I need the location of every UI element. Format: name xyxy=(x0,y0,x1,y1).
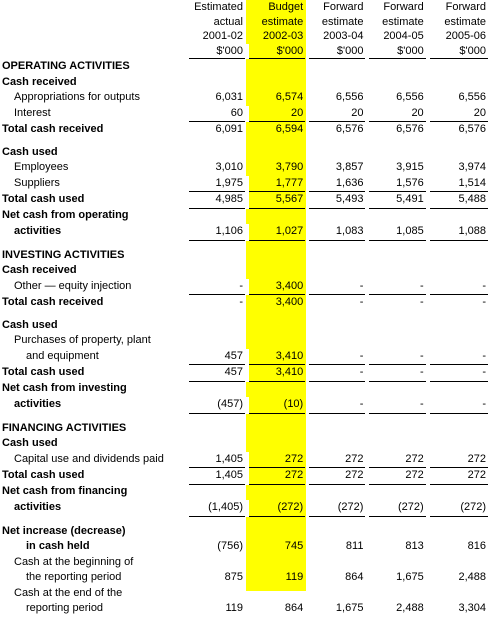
table-cell: 816 xyxy=(467,540,486,552)
row-label: Total cash used xyxy=(2,469,85,481)
table-cell: 119 xyxy=(225,602,243,614)
table-cell: 272 xyxy=(307,468,367,485)
table-cell: 3,974 xyxy=(458,161,486,173)
table-cell: - xyxy=(367,365,427,382)
table-cell: 6,576 xyxy=(396,123,424,135)
row-label: Cash received xyxy=(2,75,77,88)
table-cell xyxy=(247,555,307,571)
table-cell: 6,574 xyxy=(275,91,304,103)
table-cell xyxy=(247,484,307,500)
table-cell xyxy=(428,263,488,279)
table-cell: 272 xyxy=(367,468,427,485)
table-row xyxy=(0,145,488,161)
table-cell xyxy=(428,75,488,91)
table-cell: 6,556 xyxy=(396,91,424,103)
table-cell xyxy=(187,248,247,264)
column-header: actual xyxy=(213,15,243,28)
header-spacer xyxy=(0,29,187,44)
table-cell xyxy=(307,381,367,397)
table-row xyxy=(0,318,488,334)
table-cell xyxy=(247,586,307,602)
table-cell xyxy=(187,318,247,334)
table-cell xyxy=(367,436,427,452)
table-cell xyxy=(247,318,307,334)
column-header: 2005-06 xyxy=(445,30,486,42)
header-spacer xyxy=(0,44,187,59)
table-row xyxy=(0,397,488,413)
table-cell: - xyxy=(420,296,424,308)
table-cell: - xyxy=(428,397,488,413)
table-cell: 3,915 xyxy=(396,161,424,173)
table-row xyxy=(0,436,488,452)
header-row xyxy=(0,29,488,44)
column-header: Forward xyxy=(323,1,364,13)
table-row xyxy=(0,333,488,349)
table-cell xyxy=(367,586,427,602)
table-cell: 4,985 xyxy=(187,192,247,209)
table-cell: 5,567 xyxy=(247,192,307,209)
column-header: Estimated xyxy=(194,1,243,13)
table-cell: 60 xyxy=(187,106,247,122)
table-cell: 875 xyxy=(224,571,243,583)
column-header: 2004-05 xyxy=(383,30,424,42)
row-spacer xyxy=(0,413,488,421)
table-cell xyxy=(187,75,247,91)
row-label: Cash received xyxy=(2,264,77,276)
table-cell xyxy=(428,381,488,397)
table-cell: 1,027 xyxy=(247,224,307,240)
table-cell xyxy=(187,586,247,602)
table-cell xyxy=(247,145,307,161)
column-header: estimate xyxy=(382,15,424,28)
row-label: FINANCING ACTIVITIES xyxy=(2,421,127,434)
table-cell xyxy=(307,586,367,602)
row-label: Cash at the beginning of xyxy=(14,555,134,568)
table-cell: 1,085 xyxy=(367,224,427,240)
table-cell: 6,556 xyxy=(335,91,364,103)
table-cell: 20 xyxy=(247,106,307,122)
table-cell xyxy=(307,75,367,91)
table-cell: 3,790 xyxy=(275,161,304,173)
row-label: INVESTING ACTIVITIES xyxy=(2,248,125,261)
column-header: $'000 xyxy=(428,44,488,59)
table-cell: - xyxy=(428,349,488,365)
table-row xyxy=(0,524,488,540)
column-header: $'000 xyxy=(187,44,247,59)
row-label: OPERATING ACTIVITIES xyxy=(2,59,130,72)
table-cell xyxy=(428,208,488,224)
table-cell: 6,594 xyxy=(275,123,304,135)
table-cell xyxy=(307,208,367,224)
table-cell: - xyxy=(307,349,367,365)
table-cell: 1,514 xyxy=(428,176,488,192)
table-row xyxy=(0,365,488,382)
row-label: Net increase (decrease) xyxy=(2,524,126,537)
table-row xyxy=(0,59,488,75)
table-cell xyxy=(428,248,488,264)
table-cell: 3,410 xyxy=(247,365,307,382)
table-cell: 5,493 xyxy=(307,192,367,209)
table-cell: 119 xyxy=(285,571,304,583)
row-label: Appropriations for outputs xyxy=(14,91,140,103)
table-row xyxy=(0,381,488,397)
row-spacer xyxy=(0,516,488,524)
table-cell: - xyxy=(307,397,367,413)
table-row xyxy=(0,75,488,91)
table-row xyxy=(0,160,488,176)
table-cell: 1,777 xyxy=(247,176,307,192)
table-cell xyxy=(367,318,427,334)
table-cell xyxy=(247,248,307,264)
table-cell xyxy=(428,586,488,602)
table-cell xyxy=(187,484,247,500)
table-row xyxy=(0,500,488,516)
table-cell xyxy=(428,436,488,452)
row-label: reporting period xyxy=(26,602,104,614)
table-row xyxy=(0,468,488,485)
table-row xyxy=(0,311,488,318)
table-cell xyxy=(187,208,247,224)
table-cell: 272 xyxy=(247,468,307,485)
table-cell xyxy=(247,524,307,540)
table-row xyxy=(0,555,488,571)
table-cell xyxy=(307,436,367,452)
header-row xyxy=(0,0,488,15)
table-cell xyxy=(428,318,488,334)
column-header: 2003-04 xyxy=(323,30,364,42)
row-label: Cash used xyxy=(2,318,58,331)
table-row xyxy=(0,106,488,122)
table-row xyxy=(0,484,488,500)
row-label: Cash used xyxy=(2,437,58,449)
table-cell xyxy=(367,248,427,264)
table-cell xyxy=(428,524,488,540)
table-cell: 272 xyxy=(307,452,367,468)
column-header: estimate xyxy=(261,15,304,28)
table-cell xyxy=(367,208,427,224)
table-cell xyxy=(307,263,367,279)
table-cell: - xyxy=(307,365,367,382)
column-header: $'000 xyxy=(367,44,427,59)
table-cell xyxy=(307,318,367,334)
table-cell xyxy=(187,524,247,540)
table-cell: 272 xyxy=(428,452,488,468)
table-cell: - xyxy=(307,279,367,295)
table-cell: 1,636 xyxy=(307,176,367,192)
table-cell: 3,010 xyxy=(215,161,243,173)
table-cell xyxy=(428,145,488,161)
table-cell: 1,675 xyxy=(396,571,424,583)
table-cell xyxy=(367,484,427,500)
table-cell xyxy=(428,333,488,349)
row-label: Employees xyxy=(14,161,69,173)
row-label: Net cash from investing xyxy=(2,382,127,395)
table-cell xyxy=(247,333,307,349)
header-spacer xyxy=(0,15,187,30)
row-label: Interest xyxy=(14,106,51,119)
row-label: Other — equity injection xyxy=(14,279,132,292)
table-cell: (272) xyxy=(247,500,307,516)
row-label: activities xyxy=(14,501,62,514)
table-cell: 1,576 xyxy=(367,176,427,192)
table-row xyxy=(0,295,488,311)
table-cell: - xyxy=(367,279,427,295)
table-row xyxy=(0,539,488,555)
table-row xyxy=(0,224,488,240)
table-cell: 6,576 xyxy=(458,123,486,135)
table-cell: 20 xyxy=(307,106,367,122)
table-cell xyxy=(307,333,367,349)
table-cell xyxy=(187,555,247,571)
column-header: $'000 xyxy=(247,44,307,59)
table-cell: 864 xyxy=(345,571,364,583)
table-cell: (756) xyxy=(217,540,243,552)
table-cell: 813 xyxy=(405,540,424,552)
table-cell xyxy=(247,381,307,397)
table-row xyxy=(0,138,488,145)
table-cell xyxy=(187,381,247,397)
row-label: Total cash used xyxy=(2,366,85,378)
table-row xyxy=(0,248,488,264)
table-cell xyxy=(187,59,247,75)
table-cell: 1,088 xyxy=(428,224,488,240)
table-cell xyxy=(307,524,367,540)
table-cell xyxy=(307,484,367,500)
column-header: Budget xyxy=(268,1,304,13)
column-header: estimate xyxy=(444,15,486,28)
table-cell: (10) xyxy=(247,397,307,413)
table-cell: - xyxy=(359,296,364,308)
column-header: Forward xyxy=(445,1,486,13)
table-cell xyxy=(187,333,247,349)
header-row xyxy=(0,44,488,59)
table-cell: 6,091 xyxy=(215,123,243,135)
table-cell xyxy=(307,59,367,75)
row-label: and equipment xyxy=(26,349,99,362)
table-cell xyxy=(367,333,427,349)
table-cell: 3,400 xyxy=(247,279,307,295)
table-cell: - xyxy=(482,296,486,308)
row-label: the reporting period xyxy=(26,571,122,583)
table-cell: 6,556 xyxy=(458,91,486,103)
table-cell: (272) xyxy=(307,500,367,516)
table-cell xyxy=(367,145,427,161)
table-cell: 864 xyxy=(284,602,304,614)
table-cell: 745 xyxy=(284,540,304,552)
table-cell: (272) xyxy=(367,500,427,516)
row-label: Suppliers xyxy=(14,176,60,189)
header-row xyxy=(0,15,488,30)
row-spacer xyxy=(0,138,488,145)
table-cell xyxy=(247,263,307,279)
table-cell: (272) xyxy=(428,500,488,516)
column-header: 2002-03 xyxy=(262,30,304,42)
table-cell: 20 xyxy=(428,106,488,122)
row-label: Net cash from operating xyxy=(2,209,129,222)
table-cell: 5,488 xyxy=(428,192,488,209)
table-cell xyxy=(307,555,367,571)
table-row xyxy=(0,208,488,224)
table-row xyxy=(0,421,488,437)
table-row xyxy=(0,192,488,209)
row-label: Total cash received xyxy=(2,295,104,308)
table-cell: 811 xyxy=(345,540,364,552)
table-cell: 1,405 xyxy=(187,468,247,485)
table-cell: 272 xyxy=(367,452,427,468)
table-cell: 6,031 xyxy=(215,91,243,103)
table-row xyxy=(0,586,488,602)
table-cell: 1,106 xyxy=(187,224,247,240)
column-header: Forward xyxy=(383,1,424,13)
table-cell: - xyxy=(187,279,247,295)
table-cell xyxy=(187,263,247,279)
table-cell xyxy=(428,59,488,75)
table-cell: 20 xyxy=(367,106,427,122)
table-cell: - xyxy=(428,279,488,295)
row-label: activities xyxy=(14,225,62,238)
header-spacer xyxy=(0,0,187,15)
table-row xyxy=(0,452,488,468)
row-label: Total cash received xyxy=(2,122,104,135)
table-cell xyxy=(187,421,247,437)
row-spacer xyxy=(0,240,488,248)
table-cell: 457 xyxy=(187,349,247,365)
table-cell: - xyxy=(367,349,427,365)
table-row xyxy=(0,176,488,192)
table-cell: 3,410 xyxy=(247,349,307,365)
table-cell xyxy=(307,248,367,264)
row-label: Total cash used xyxy=(2,193,85,205)
table-cell: 3,857 xyxy=(335,161,364,173)
table-cell: 272 xyxy=(428,468,488,485)
table-cell xyxy=(307,145,367,161)
table-cell: (1,405) xyxy=(187,500,247,516)
table-cell xyxy=(428,421,488,437)
table-row xyxy=(0,570,488,586)
table-cell xyxy=(247,436,307,452)
row-label: Purchases of property, plant xyxy=(14,334,151,346)
table-row xyxy=(0,516,488,524)
table-cell: 3,400 xyxy=(275,296,304,308)
table-cell: 2,488 xyxy=(458,571,486,583)
table-cell xyxy=(428,555,488,571)
table-cell: 2,488 xyxy=(396,602,424,614)
table-row xyxy=(0,240,488,248)
table-cell xyxy=(367,381,427,397)
table-cell: 457 xyxy=(187,365,247,382)
table-cell: - xyxy=(428,365,488,382)
table-cell xyxy=(428,484,488,500)
table-cell xyxy=(247,421,307,437)
column-header: 2001-02 xyxy=(202,30,243,42)
row-label: activities xyxy=(14,398,62,411)
table-cell xyxy=(307,421,367,437)
table-cell xyxy=(367,75,427,91)
table-cell: 1,675 xyxy=(335,602,364,614)
row-label: Cash used xyxy=(2,145,58,158)
table-row xyxy=(0,122,488,138)
table-row xyxy=(0,601,488,617)
table-cell: - xyxy=(367,397,427,413)
row-label: in cash held xyxy=(26,540,90,552)
table-cell: 1,975 xyxy=(187,176,247,192)
table-cell xyxy=(247,208,307,224)
table-row xyxy=(0,263,488,279)
table-cell xyxy=(247,59,307,75)
table-row xyxy=(0,279,488,295)
table-cell xyxy=(187,436,247,452)
table-cell xyxy=(367,59,427,75)
table-cell xyxy=(367,263,427,279)
row-label: Cash at the end of the xyxy=(14,586,123,599)
table-cell xyxy=(367,524,427,540)
table-cell xyxy=(367,555,427,571)
table-cell: 272 xyxy=(247,452,307,468)
table-cell: 5,491 xyxy=(367,192,427,209)
table-row xyxy=(0,90,488,106)
column-header: estimate xyxy=(321,15,364,28)
table-cell: (457) xyxy=(187,397,247,413)
table-cell: - xyxy=(239,296,243,308)
row-label: Net cash from financing xyxy=(2,485,128,498)
table-cell xyxy=(187,145,247,161)
table-cell xyxy=(367,421,427,437)
column-header: $'000 xyxy=(307,44,367,59)
table-cell: 3,304 xyxy=(458,602,486,614)
table-row xyxy=(0,413,488,421)
table-cell xyxy=(247,75,307,91)
table-cell: 6,576 xyxy=(335,123,364,135)
table-row xyxy=(0,349,488,365)
row-spacer xyxy=(0,311,488,318)
row-label: Capital use and dividends paid xyxy=(14,452,164,465)
table-cell: 1,083 xyxy=(307,224,367,240)
table-cell: 1,405 xyxy=(187,452,247,468)
